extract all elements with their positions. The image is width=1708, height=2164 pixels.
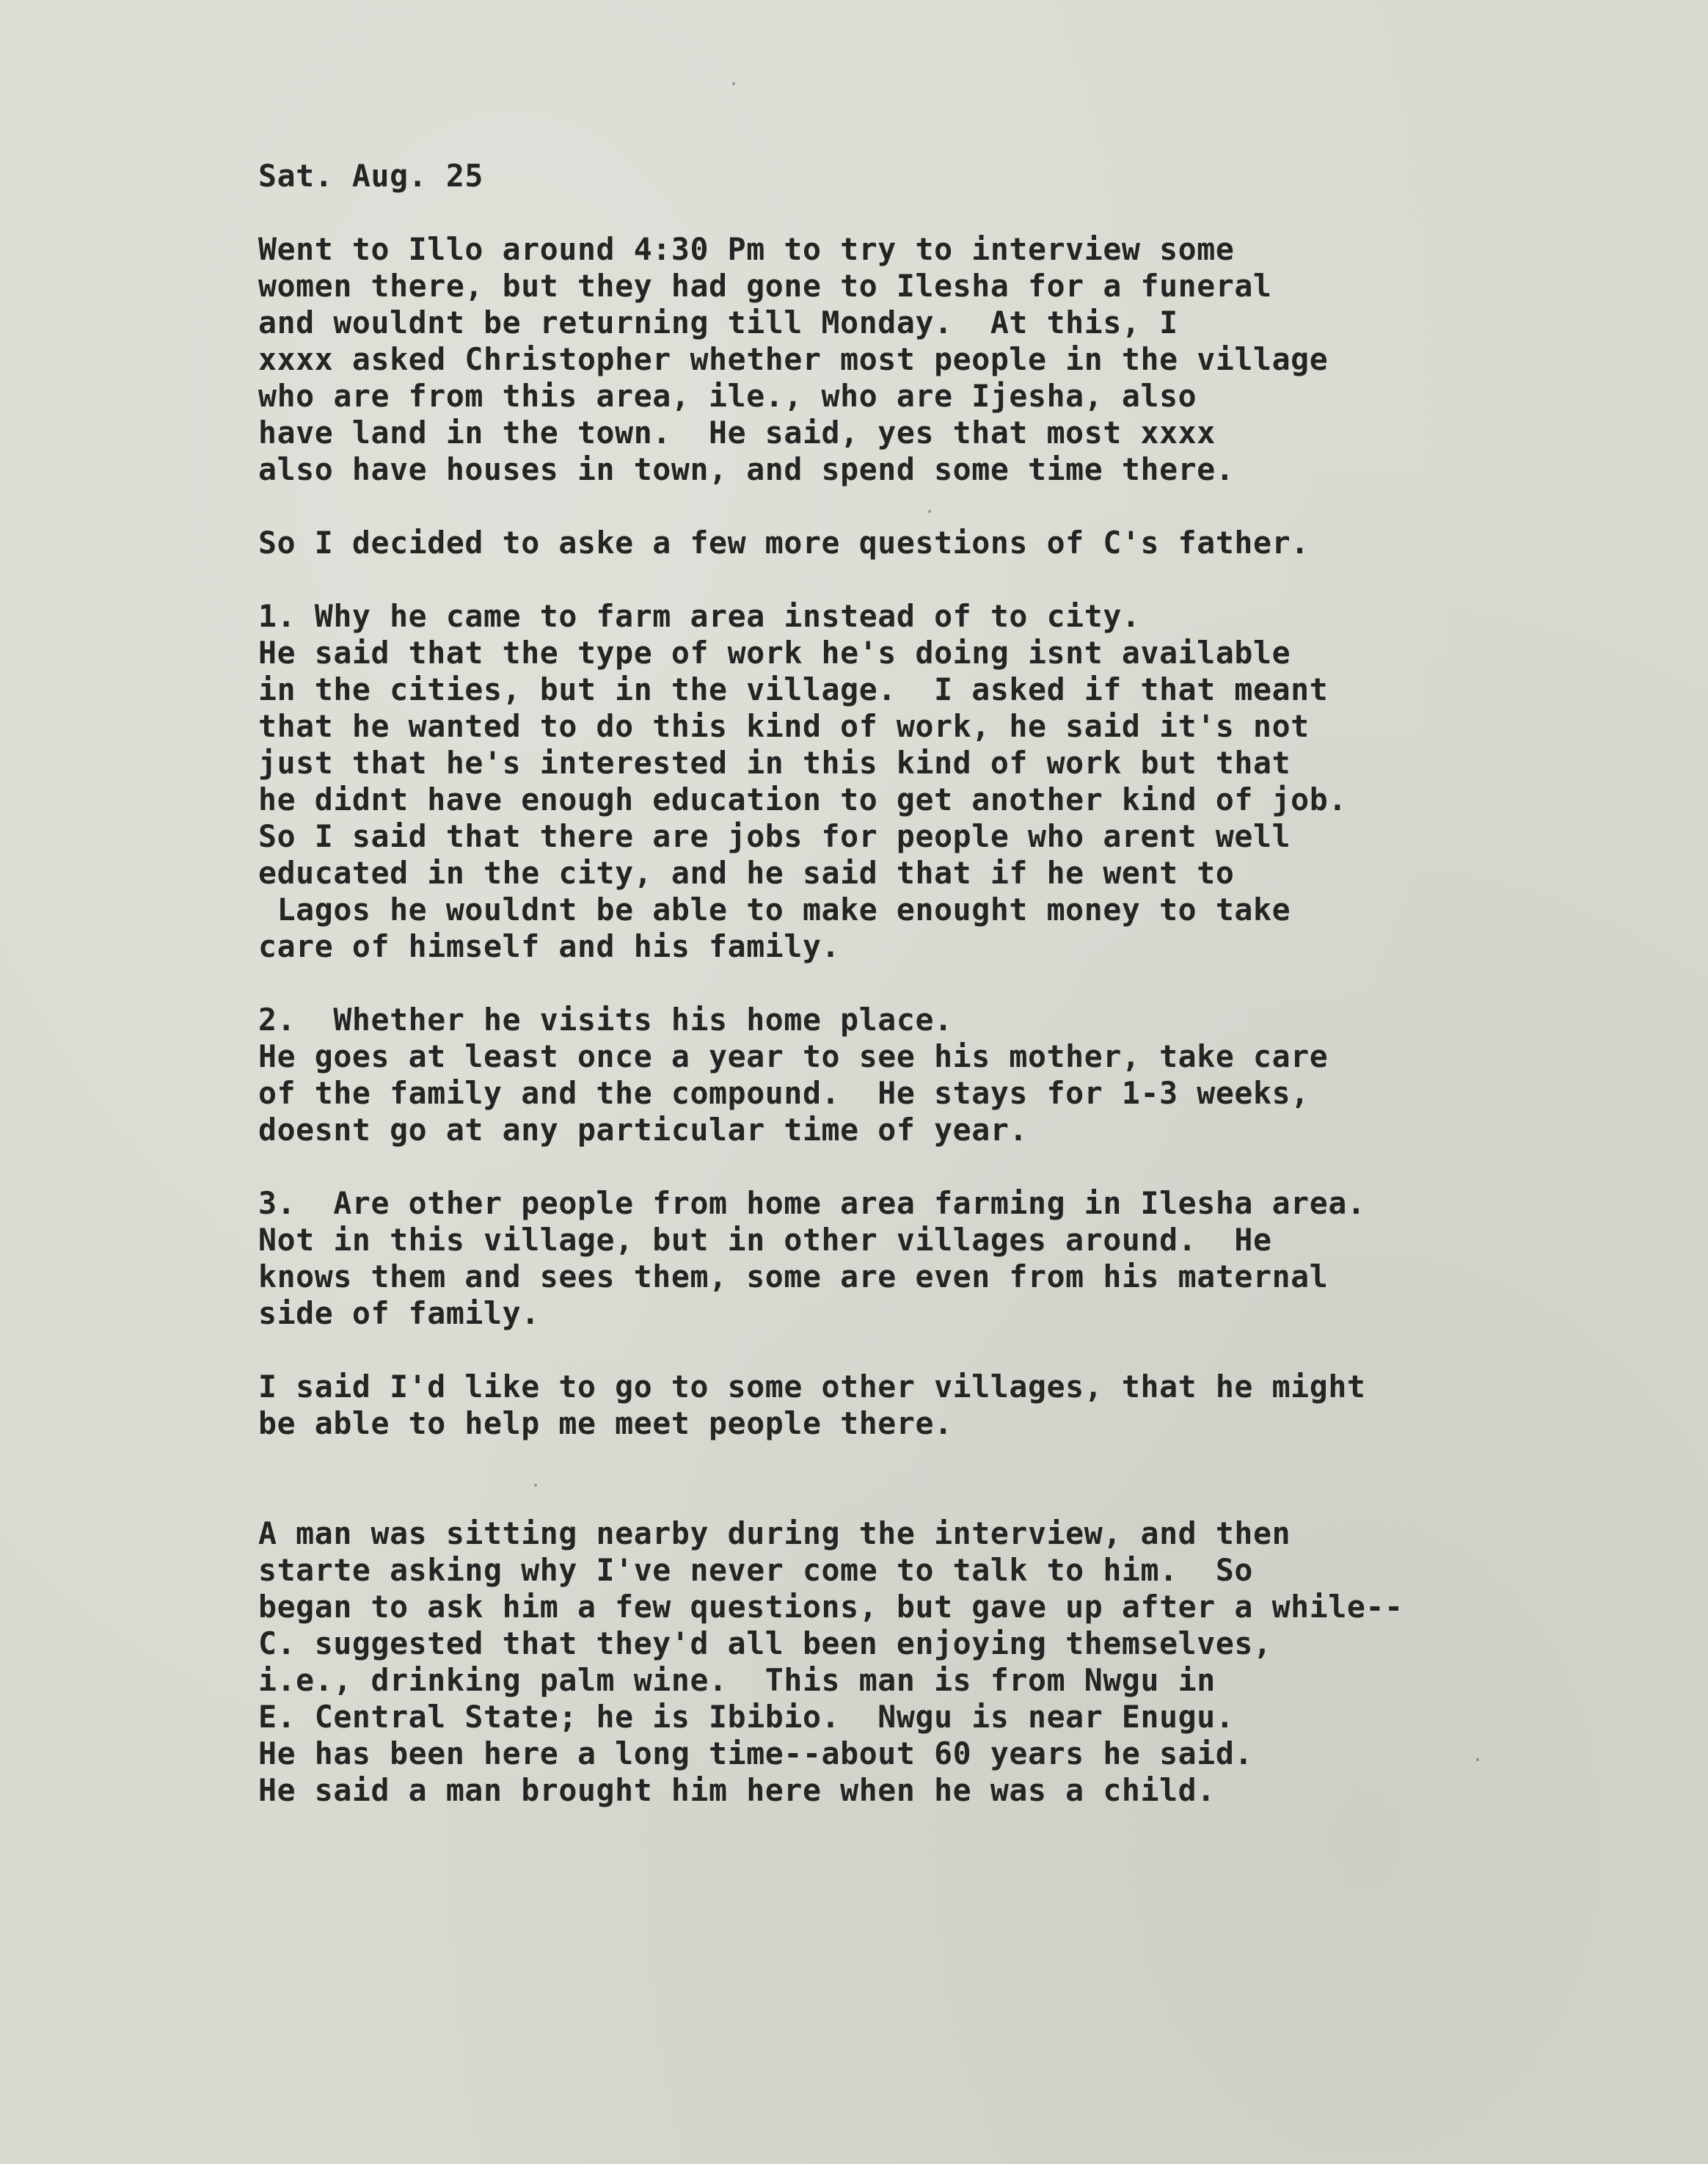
date-heading: Sat. Aug. 25	[258, 158, 484, 194]
text-line: he didnt have enough education to get another kind of job.	[258, 782, 1347, 817]
text-line: side of family.	[258, 1295, 540, 1331]
text-line: also have houses in town, and spend some time there.	[258, 451, 1235, 487]
text-line: He has been here a long time--about 60 years he said.	[258, 1735, 1254, 1771]
text-line: starte asking why I've never come to talk to him. So	[258, 1552, 1254, 1588]
paragraph-decision	[258, 525, 1652, 561]
text-line: in the cities, but in the village. I asked if that meant	[258, 671, 1329, 707]
text-line: Not in this village, but in other villages around. He	[258, 1222, 1272, 1258]
text-line: knows them and sees them, some are even from his maternal	[258, 1258, 1329, 1294]
paragraph-man-nearby	[258, 1515, 1652, 1809]
text-line: care of himself and his family.	[258, 928, 841, 964]
text-line: Went to Illo around 4:30 Pm to try to interview some	[258, 231, 1235, 267]
question-heading: 1. Why he came to farm area instead of to city.	[258, 598, 1141, 634]
text-line: just that he's interested in this kind of work but that	[258, 745, 1291, 781]
text-line: He goes at least once a year to see his mother, take care	[258, 1038, 1329, 1074]
text-line: educated in the city, and he said that if he went to	[258, 855, 1235, 891]
text-line: I said I'd like to go to some other villages, that he might	[258, 1369, 1366, 1405]
text-line: doesnt go at any particular time of year.	[258, 1112, 1028, 1148]
text-line: Lagos he wouldnt be able to make enought money to take	[258, 892, 1291, 928]
text-line: began to ask him a few questions, but gave up after a while--	[258, 1589, 1404, 1625]
text-line: women there, but they had gone to Ilesha for a funeral	[258, 268, 1272, 304]
question-1	[258, 598, 1652, 965]
text-line: i.e., drinking palm wine. This man is from Nwgu in	[258, 1662, 1216, 1698]
text-line: who are from this area, ile., who are Ijesha, also	[258, 378, 1197, 414]
typescript-body	[258, 158, 1652, 1809]
text-line: that he wanted to do this kind of work, he said it's not	[258, 708, 1310, 744]
question-3	[258, 1185, 1652, 1332]
text-line: of the family and the compound. He stays for 1-3 weeks,	[258, 1075, 1310, 1111]
text-line: So I decided to aske a few more questions of C's father.	[258, 525, 1310, 561]
text-line: xxxx asked Christopher whether most people in the village	[258, 341, 1329, 377]
text-line: be able to help me meet people there.	[258, 1405, 953, 1441]
question-2	[258, 1002, 1652, 1148]
text-line: and wouldnt be returning till Monday. At this, I	[258, 305, 1178, 340]
text-line: E. Central State; he is Ibibio. Nwgu is near Enugu.	[258, 1699, 1235, 1735]
text-line: C. suggested that they'd all been enjoying themselves,	[258, 1625, 1272, 1661]
paragraph-illo-visit	[258, 231, 1652, 488]
text-line: have land in the town. He said, yes that most xxxx	[258, 415, 1216, 451]
text-line: He said that the type of work he's doing isnt available	[258, 635, 1291, 671]
paper-speck	[732, 82, 735, 85]
question-heading: 2. Whether he visits his home place.	[258, 1002, 953, 1038]
text-line: So I said that there are jobs for people who arent well	[258, 818, 1291, 854]
question-heading: 3. Are other people from home area farming in Ilesha area.	[258, 1185, 1366, 1221]
paragraph-other-villages	[258, 1369, 1652, 1442]
text-line: A man was sitting nearby during the interview, and then	[258, 1515, 1291, 1551]
text-line: He said a man brought him here when he was a child.	[258, 1772, 1216, 1808]
